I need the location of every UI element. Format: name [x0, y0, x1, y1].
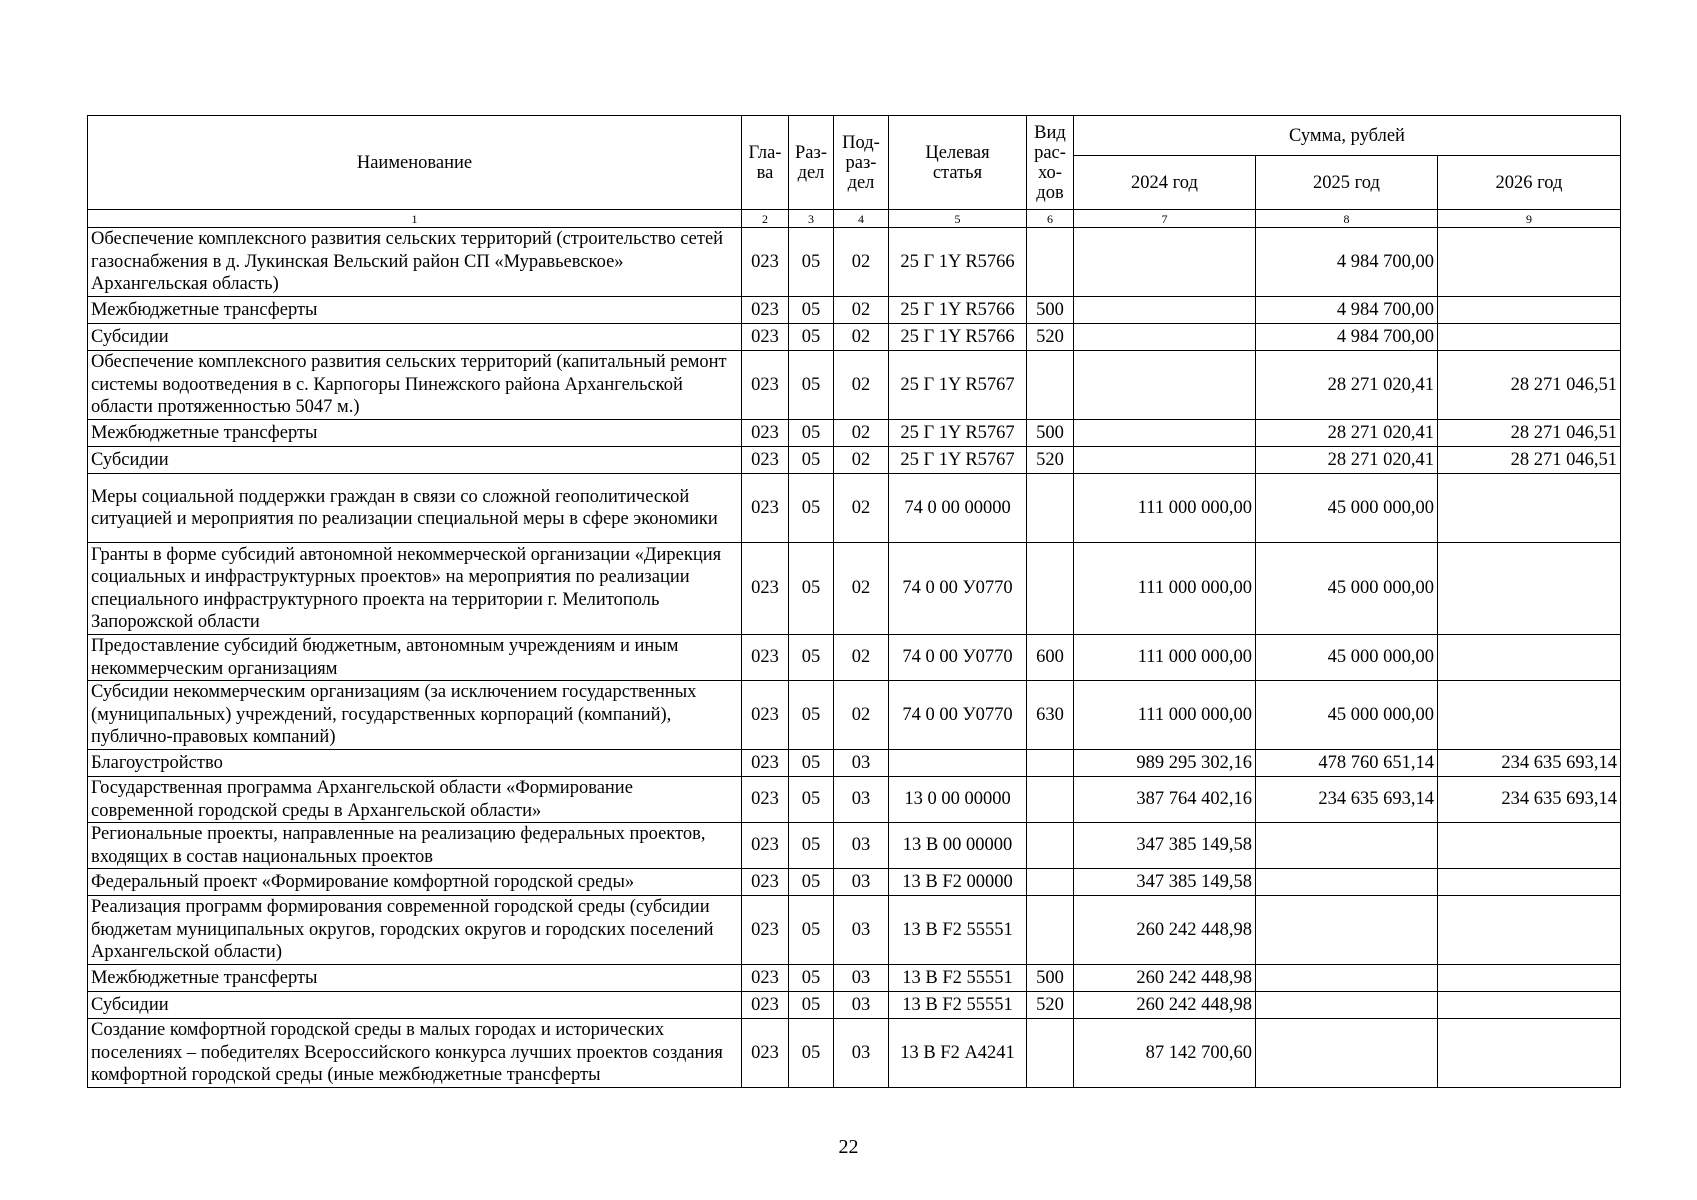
- row-sum-2024: [1074, 324, 1256, 351]
- row-razdel: 05: [789, 965, 834, 992]
- row-glava: 023: [742, 750, 789, 777]
- row-sum-2024: 111 000 000,00: [1074, 635, 1256, 681]
- column-number: 2: [742, 210, 789, 228]
- row-target-article: 25 Г 1Y R5767: [889, 420, 1027, 447]
- row-podrazdel: 03: [834, 1019, 889, 1088]
- column-number: 8: [1256, 210, 1438, 228]
- row-sum-2026: [1438, 1019, 1621, 1088]
- row-glava: 023: [742, 1019, 789, 1088]
- row-sum-2024: [1074, 420, 1256, 447]
- row-expense-type: [1027, 750, 1074, 777]
- row-expense-type: [1027, 351, 1074, 420]
- row-expense-type: [1027, 474, 1074, 543]
- row-sum-2024: 260 242 448,98: [1074, 896, 1256, 965]
- table-row: [88, 351, 1621, 420]
- row-target-article: 25 Г 1Y R5766: [889, 297, 1027, 324]
- row-expense-type: 520: [1027, 447, 1074, 474]
- table-row: [88, 297, 1621, 324]
- row-name: Предоставление субсидий бюджетным, автономным учреждениям и иным некоммерческим организациям: [88, 635, 742, 681]
- row-podrazdel: 03: [834, 777, 889, 823]
- row-podrazdel: 03: [834, 750, 889, 777]
- header-year-2026: 2026 год: [1438, 156, 1621, 210]
- row-sum-2025: [1256, 1019, 1438, 1088]
- row-sum-2024: 989 295 302,16: [1074, 750, 1256, 777]
- column-number-row: [88, 210, 1621, 228]
- row-podrazdel: 03: [834, 896, 889, 965]
- row-target-article: 13 В F2 55551: [889, 965, 1027, 992]
- row-sum-2026: [1438, 869, 1621, 896]
- column-number: 9: [1438, 210, 1621, 228]
- header-podrazdel: Под-раз-дел: [834, 116, 889, 210]
- row-target-article: 74 0 00 00000: [889, 474, 1027, 543]
- row-sum-2026: [1438, 297, 1621, 324]
- row-sum-2025: 4 984 700,00: [1256, 228, 1438, 297]
- table-row: [88, 324, 1621, 351]
- table-row: [88, 1019, 1621, 1088]
- row-razdel: 05: [789, 896, 834, 965]
- row-sum-2026: [1438, 681, 1621, 750]
- row-sum-2024: 347 385 149,58: [1074, 823, 1256, 869]
- row-sum-2026: [1438, 228, 1621, 297]
- row-sum-2024: 111 000 000,00: [1074, 543, 1256, 635]
- row-target-article: 25 Г 1Y R5766: [889, 324, 1027, 351]
- row-target-article: 13 В F2 55551: [889, 992, 1027, 1019]
- row-name: Меры социальной поддержки граждан в связи со сложной геополитической ситуацией и мероприятия по реализации специальной меры в сфере экономики: [88, 474, 742, 543]
- row-name: Государственная программа Архангельской области «Формирование современной городской среды в Архангельской области»: [88, 777, 742, 823]
- row-name: Субсидии: [88, 324, 742, 351]
- row-sum-2024: 347 385 149,58: [1074, 869, 1256, 896]
- row-target-article: 13 В F2 00000: [889, 869, 1027, 896]
- row-name: Субсидии некоммерческим организациям (за исключением государственных (муниципальных) учреждений, государственных корпораций (компаний), публично-правовых компаний): [88, 681, 742, 750]
- row-sum-2024: 87 142 700,60: [1074, 1019, 1256, 1088]
- row-sum-2024: 260 242 448,98: [1074, 965, 1256, 992]
- header-sum: Сумма, рублей: [1074, 116, 1621, 156]
- budget-table: [87, 115, 1621, 1088]
- row-name: Межбюджетные трансферты: [88, 297, 742, 324]
- row-target-article: 13 В F2 55551: [889, 896, 1027, 965]
- row-target-article: 74 0 00 У0770: [889, 543, 1027, 635]
- table-row: [88, 896, 1621, 965]
- table-row: [88, 777, 1621, 823]
- row-podrazdel: 02: [834, 228, 889, 297]
- row-glava: 023: [742, 351, 789, 420]
- row-expense-type: 500: [1027, 965, 1074, 992]
- row-podrazdel: 02: [834, 324, 889, 351]
- table-row: [88, 228, 1621, 297]
- row-name: Создание комфортной городской среды в малых городах и исторических поселениях – победителях Всероссийского конкурса лучших проектов создания комфортной городской среды (иные межбюджетные трансферты: [88, 1019, 742, 1088]
- row-glava: 023: [742, 297, 789, 324]
- row-razdel: 05: [789, 823, 834, 869]
- row-name: Федеральный проект «Формирование комфортной городской среды»: [88, 869, 742, 896]
- row-sum-2025: 45 000 000,00: [1256, 681, 1438, 750]
- row-sum-2024: 111 000 000,00: [1074, 474, 1256, 543]
- row-razdel: 05: [789, 869, 834, 896]
- row-expense-type: 500: [1027, 420, 1074, 447]
- row-glava: 023: [742, 420, 789, 447]
- header-name: Наименование: [88, 116, 742, 210]
- row-sum-2025: [1256, 896, 1438, 965]
- table-row: [88, 474, 1621, 543]
- table-row: [88, 681, 1621, 750]
- row-podrazdel: 02: [834, 681, 889, 750]
- row-sum-2025: 45 000 000,00: [1256, 474, 1438, 543]
- row-name: Обеспечение комплексного развития сельских территорий (капитальный ремонт системы водоотведения в с. Карпогоры Пинежского района Архангельской области протяженностью 5047 м.): [88, 351, 742, 420]
- row-expense-type: 500: [1027, 297, 1074, 324]
- row-target-article: 13 0 00 00000: [889, 777, 1027, 823]
- column-number: 3: [789, 210, 834, 228]
- row-sum-2025: [1256, 869, 1438, 896]
- header-target-article: Целевая статья: [889, 116, 1027, 210]
- row-glava: 023: [742, 992, 789, 1019]
- row-sum-2024: [1074, 297, 1256, 324]
- row-glava: 023: [742, 965, 789, 992]
- row-expense-type: [1027, 869, 1074, 896]
- row-razdel: 05: [789, 1019, 834, 1088]
- row-target-article: 13 В F2 А4241: [889, 1019, 1027, 1088]
- row-sum-2024: [1074, 228, 1256, 297]
- row-podrazdel: 02: [834, 543, 889, 635]
- row-sum-2025: 4 984 700,00: [1256, 324, 1438, 351]
- row-glava: 023: [742, 447, 789, 474]
- row-sum-2026: 28 271 046,51: [1438, 351, 1621, 420]
- row-sum-2026: [1438, 965, 1621, 992]
- row-glava: 023: [742, 474, 789, 543]
- row-sum-2026: 28 271 046,51: [1438, 447, 1621, 474]
- row-name: Межбюджетные трансферты: [88, 420, 742, 447]
- row-expense-type: [1027, 823, 1074, 869]
- column-number: 6: [1027, 210, 1074, 228]
- row-razdel: 05: [789, 228, 834, 297]
- row-podrazdel: 02: [834, 351, 889, 420]
- row-sum-2026: [1438, 543, 1621, 635]
- header-glava: Гла-ва: [742, 116, 789, 210]
- row-sum-2024: [1074, 351, 1256, 420]
- row-razdel: 05: [789, 420, 834, 447]
- row-sum-2024: 260 242 448,98: [1074, 992, 1256, 1019]
- row-podrazdel: 03: [834, 992, 889, 1019]
- row-glava: 023: [742, 543, 789, 635]
- column-number: 4: [834, 210, 889, 228]
- row-sum-2026: 234 635 693,14: [1438, 750, 1621, 777]
- table-row: [88, 420, 1621, 447]
- row-sum-2025: [1256, 965, 1438, 992]
- row-expense-type: [1027, 1019, 1074, 1088]
- row-target-article: 25 Г 1Y R5767: [889, 351, 1027, 420]
- row-sum-2025: 478 760 651,14: [1256, 750, 1438, 777]
- row-sum-2025: 45 000 000,00: [1256, 635, 1438, 681]
- row-glava: 023: [742, 869, 789, 896]
- row-expense-type: [1027, 896, 1074, 965]
- row-razdel: 05: [789, 351, 834, 420]
- row-glava: 023: [742, 324, 789, 351]
- row-sum-2026: [1438, 324, 1621, 351]
- row-sum-2026: 234 635 693,14: [1438, 777, 1621, 823]
- row-razdel: 05: [789, 474, 834, 543]
- row-glava: 023: [742, 823, 789, 869]
- row-sum-2026: [1438, 992, 1621, 1019]
- table-row: [88, 447, 1621, 474]
- row-podrazdel: 03: [834, 965, 889, 992]
- row-name: Субсидии: [88, 992, 742, 1019]
- table-row: [88, 992, 1621, 1019]
- row-name: Субсидии: [88, 447, 742, 474]
- row-razdel: 05: [789, 992, 834, 1019]
- row-podrazdel: 02: [834, 447, 889, 474]
- row-target-article: 25 Г 1Y R5766: [889, 228, 1027, 297]
- row-glava: 023: [742, 635, 789, 681]
- row-podrazdel: 02: [834, 474, 889, 543]
- row-sum-2025: 28 271 020,41: [1256, 351, 1438, 420]
- row-expense-type: [1027, 777, 1074, 823]
- row-razdel: 05: [789, 447, 834, 474]
- column-number: 5: [889, 210, 1027, 228]
- row-glava: 023: [742, 681, 789, 750]
- row-name: Реализация программ формирования современной городской среды (субсидии бюджетам муниципальных округов, городских округов и городских поселений Архангельской области): [88, 896, 742, 965]
- row-sum-2025: 28 271 020,41: [1256, 420, 1438, 447]
- row-expense-type: 520: [1027, 324, 1074, 351]
- row-sum-2024: [1074, 447, 1256, 474]
- row-sum-2025: 28 271 020,41: [1256, 447, 1438, 474]
- row-podrazdel: 02: [834, 635, 889, 681]
- page-number: 22: [838, 1136, 859, 1158]
- row-sum-2026: [1438, 823, 1621, 869]
- row-podrazdel: 02: [834, 297, 889, 324]
- row-target-article: 25 Г 1Y R5767: [889, 447, 1027, 474]
- row-sum-2026: [1438, 474, 1621, 543]
- column-number: 1: [88, 210, 742, 228]
- row-expense-type: [1027, 228, 1074, 297]
- row-sum-2026: [1438, 635, 1621, 681]
- row-name: Региональные проекты, направленные на реализацию федеральных проектов, входящих в состав национальных проектов: [88, 823, 742, 869]
- row-sum-2024: 387 764 402,16: [1074, 777, 1256, 823]
- row-sum-2025: [1256, 823, 1438, 869]
- row-name: Межбюджетные трансферты: [88, 965, 742, 992]
- row-razdel: 05: [789, 681, 834, 750]
- row-expense-type: 600: [1027, 635, 1074, 681]
- row-sum-2025: 45 000 000,00: [1256, 543, 1438, 635]
- row-razdel: 05: [789, 543, 834, 635]
- row-razdel: 05: [789, 324, 834, 351]
- row-razdel: 05: [789, 297, 834, 324]
- row-target-article: [889, 750, 1027, 777]
- row-podrazdel: 03: [834, 823, 889, 869]
- table-row: [88, 965, 1621, 992]
- row-target-article: 74 0 00 У0770: [889, 635, 1027, 681]
- row-sum-2024: 111 000 000,00: [1074, 681, 1256, 750]
- table-body: [88, 228, 1621, 1088]
- table-row: [88, 823, 1621, 869]
- row-name: Благоустройство: [88, 750, 742, 777]
- row-glava: 023: [742, 777, 789, 823]
- column-number: 7: [1074, 210, 1256, 228]
- row-expense-type: 630: [1027, 681, 1074, 750]
- row-name: Гранты в форме субсидий автономной некоммерческой организации «Дирекция социальных и инфраструктурных проектов» на мероприятия по реализации специального инфраструктурного проекта на территории г. Мелитополь Запорожской области: [88, 543, 742, 635]
- row-expense-type: [1027, 543, 1074, 635]
- row-target-article: 13 В 00 00000: [889, 823, 1027, 869]
- row-sum-2025: 4 984 700,00: [1256, 297, 1438, 324]
- row-sum-2026: 28 271 046,51: [1438, 420, 1621, 447]
- header-year-2024: 2024 год: [1074, 156, 1256, 210]
- header-expense-type: Вид рас-хо-дов: [1027, 116, 1074, 210]
- row-expense-type: 520: [1027, 992, 1074, 1019]
- row-podrazdel: 03: [834, 869, 889, 896]
- table-row: [88, 750, 1621, 777]
- row-glava: 023: [742, 228, 789, 297]
- row-sum-2026: [1438, 896, 1621, 965]
- header-razdel: Раз-дел: [789, 116, 834, 210]
- row-name: Обеспечение комплексного развития сельских территорий (строительство сетей газоснабжения в д. Лукинская Вельский район СП «Муравьевское» Архангельская область): [88, 228, 742, 297]
- row-razdel: 05: [789, 750, 834, 777]
- row-glava: 023: [742, 896, 789, 965]
- table-row: [88, 543, 1621, 635]
- row-podrazdel: 02: [834, 420, 889, 447]
- row-razdel: 05: [789, 777, 834, 823]
- row-sum-2025: [1256, 992, 1438, 1019]
- row-target-article: 74 0 00 У0770: [889, 681, 1027, 750]
- header-year-2025: 2025 год: [1256, 156, 1438, 210]
- row-sum-2025: 234 635 693,14: [1256, 777, 1438, 823]
- table-row: [88, 635, 1621, 681]
- row-razdel: 05: [789, 635, 834, 681]
- table-row: [88, 869, 1621, 896]
